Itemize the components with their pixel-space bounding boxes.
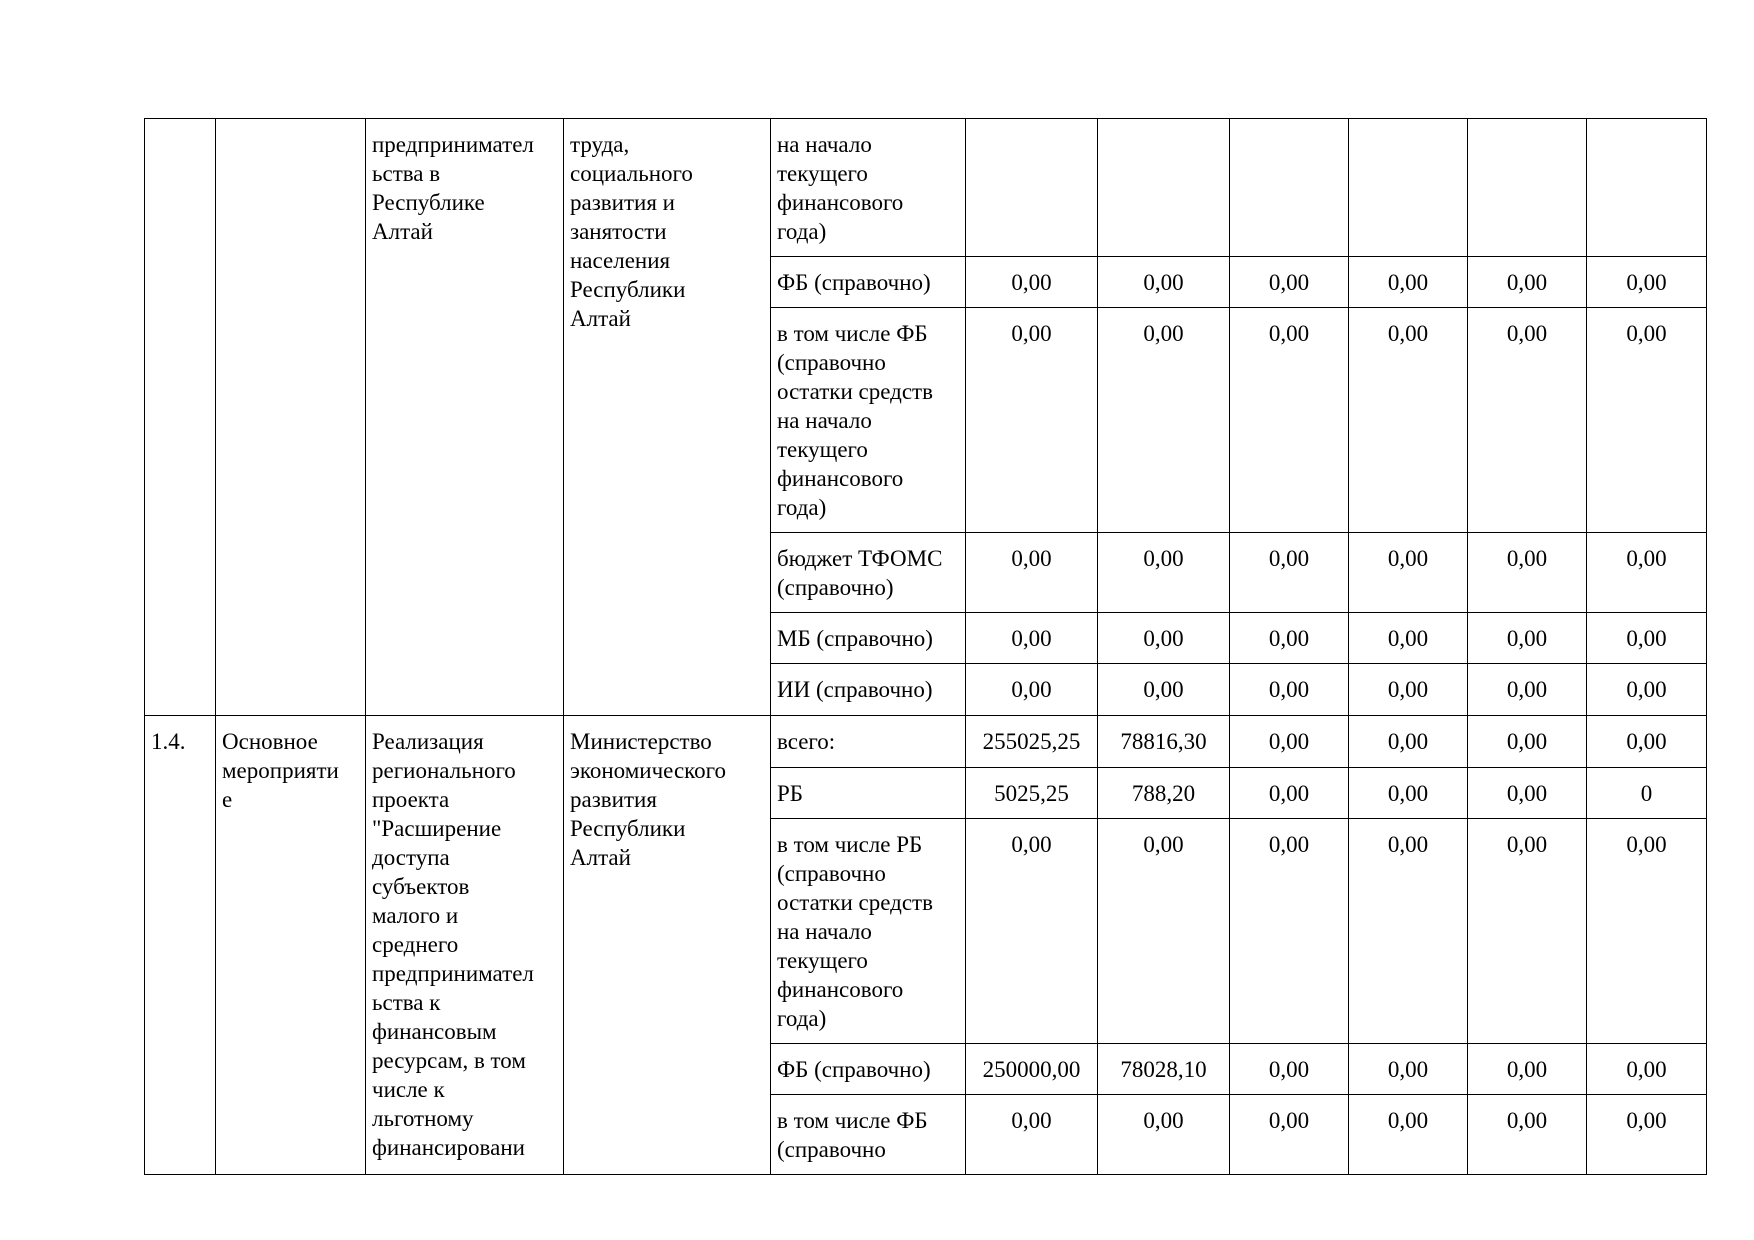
value-cell: 0,00 <box>1098 533 1230 613</box>
value-cell: 0,00 <box>1349 533 1468 613</box>
value-cell: 0,00 <box>1349 613 1468 664</box>
program-finance-table <box>144 118 1707 1175</box>
value-cell: 0,00 <box>1230 257 1349 308</box>
value-cell: 0,00 <box>966 613 1098 664</box>
value-cell: 0,00 <box>1230 308 1349 533</box>
value-cell: 0,00 <box>966 819 1098 1044</box>
value-cell: 0,00 <box>1098 308 1230 533</box>
value-cell: 78028,10 <box>1098 1044 1230 1095</box>
value-cell: 788,20 <box>1098 768 1230 819</box>
value-cell: 0,00 <box>1587 1044 1707 1095</box>
event-name-cell: Реализация регионального проекта "Расширение доступа субъектов малого и среднего предпринимател ьства к финансовым ресурсам, в том числе к льготному финансировани <box>366 716 564 1175</box>
value-cell: 0,00 <box>966 257 1098 308</box>
value-cell: 0 <box>1587 768 1707 819</box>
value-cell: 78816,30 <box>1098 716 1230 768</box>
value-cell: 0,00 <box>1230 664 1349 716</box>
value-cell: 0,00 <box>1230 1095 1349 1175</box>
funding-source-label: бюджет ТФОМС (справочно) <box>771 533 966 613</box>
value-cell: 0,00 <box>1349 819 1468 1044</box>
value-cell: 0,00 <box>1098 613 1230 664</box>
value-cell: 0,00 <box>966 664 1098 716</box>
value-cell: 0,00 <box>1468 1044 1587 1095</box>
funding-source-label: РБ <box>771 768 966 819</box>
value-cell: 0,00 <box>966 1095 1098 1175</box>
value-cell: 255025,25 <box>966 716 1098 768</box>
value-cell: 0,00 <box>966 308 1098 533</box>
value-cell <box>1468 119 1587 257</box>
funding-source-label: ИИ (справочно) <box>771 664 966 716</box>
funding-source-label: ФБ (справочно) <box>771 257 966 308</box>
value-cell: 0,00 <box>1349 716 1468 768</box>
value-cell: 0,00 <box>1098 257 1230 308</box>
value-cell <box>1230 119 1349 257</box>
value-cell: 0,00 <box>1098 819 1230 1044</box>
value-cell: 0,00 <box>1349 1095 1468 1175</box>
value-cell: 0,00 <box>1349 1044 1468 1095</box>
value-cell: 0,00 <box>1468 768 1587 819</box>
value-cell: 0,00 <box>1587 257 1707 308</box>
value-cell: 250000,00 <box>966 1044 1098 1095</box>
value-cell: 0,00 <box>1587 308 1707 533</box>
executor-cell: труда, социального развития и занятости населения Республики Алтай <box>564 119 771 716</box>
value-cell: 0,00 <box>1468 1095 1587 1175</box>
funding-source-label: в том числе ФБ (справочно <box>771 1095 966 1175</box>
value-cell: 0,00 <box>1230 819 1349 1044</box>
value-cell: 0,00 <box>1230 1044 1349 1095</box>
value-cell <box>966 119 1098 257</box>
value-cell: 0,00 <box>1468 819 1587 1044</box>
value-cell: 0,00 <box>1587 533 1707 613</box>
funding-source-label: ФБ (справочно) <box>771 1044 966 1095</box>
value-cell: 5025,25 <box>966 768 1098 819</box>
value-cell: 0,00 <box>1098 1095 1230 1175</box>
value-cell: 0,00 <box>1230 768 1349 819</box>
value-cell: 0,00 <box>1468 664 1587 716</box>
value-cell: 0,00 <box>1230 613 1349 664</box>
value-cell: 0,00 <box>1468 716 1587 768</box>
value-cell: 0,00 <box>1587 613 1707 664</box>
funding-source-label: в том числе РБ (справочно остатки средств на начало текущего финансового года) <box>771 819 966 1044</box>
value-cell: 0,00 <box>966 533 1098 613</box>
funding-source-label: МБ (справочно) <box>771 613 966 664</box>
table-row <box>145 716 1707 768</box>
value-cell <box>1098 119 1230 257</box>
value-cell: 0,00 <box>1468 613 1587 664</box>
table-row <box>145 119 1707 257</box>
value-cell: 0,00 <box>1587 1095 1707 1175</box>
value-cell: 0,00 <box>1468 308 1587 533</box>
value-cell: 0,00 <box>1349 664 1468 716</box>
value-cell: 0,00 <box>1349 768 1468 819</box>
funding-source-label: в том числе ФБ (справочно остатки средств на начало текущего финансового года) <box>771 308 966 533</box>
index-cell <box>145 119 216 716</box>
value-cell: 0,00 <box>1468 533 1587 613</box>
executor-cell: Министерство экономического развития Республики Алтай <box>564 716 771 1175</box>
value-cell: 0,00 <box>1587 716 1707 768</box>
index-cell: 1.4. <box>145 716 216 1175</box>
funding-source-label: всего: <box>771 716 966 768</box>
funding-source-label: на начало текущего финансового года) <box>771 119 966 257</box>
value-cell <box>1349 119 1468 257</box>
event-type-cell: Основное мероприяти е <box>216 716 366 1175</box>
value-cell: 0,00 <box>1230 716 1349 768</box>
value-cell: 0,00 <box>1098 664 1230 716</box>
value-cell: 0,00 <box>1349 308 1468 533</box>
value-cell: 0,00 <box>1587 664 1707 716</box>
value-cell: 0,00 <box>1587 819 1707 1044</box>
event-type-cell <box>216 119 366 716</box>
event-name-cell: предпринимател ьства в Республике Алтай <box>366 119 564 716</box>
value-cell: 0,00 <box>1349 257 1468 308</box>
value-cell <box>1587 119 1707 257</box>
value-cell: 0,00 <box>1230 533 1349 613</box>
value-cell: 0,00 <box>1468 257 1587 308</box>
